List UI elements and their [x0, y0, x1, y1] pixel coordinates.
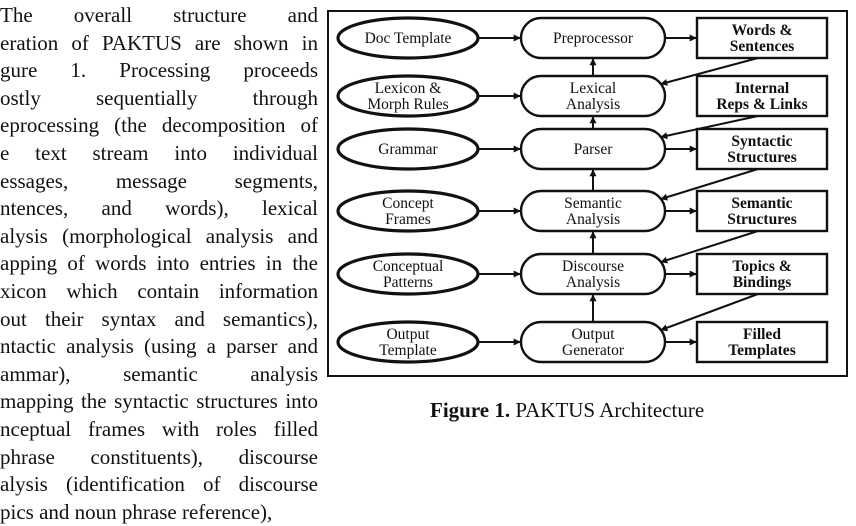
- node-discourse-analysis-label: Analysis: [565, 274, 621, 291]
- figure-caption-text: PAKTUS Architecture: [515, 398, 705, 422]
- node-filled-templates: [697, 322, 827, 362]
- node-semantic-structures-label: Semantic: [731, 195, 793, 212]
- node-output-template: [338, 322, 478, 362]
- node-lexicon: [338, 76, 478, 116]
- node-topics-bindings-label: Bindings: [732, 274, 792, 291]
- node-words-sentences: [697, 18, 827, 58]
- node-output-generator-label: Output: [571, 326, 615, 343]
- node-lexical-analysis: [521, 76, 665, 116]
- body-text-line: essages, message segments,: [0, 168, 318, 193]
- diagram-nodes: [338, 18, 827, 362]
- node-output-generator: [521, 322, 665, 362]
- node-parser-label: Parser: [573, 141, 613, 158]
- node-doc-template-label: Doc Template: [364, 30, 452, 47]
- body-text-line: mapping the syntactic structures into: [0, 389, 318, 414]
- node-internal-reps-label: Internal: [734, 80, 790, 97]
- node-lexicon-label: Lexicon &: [374, 80, 442, 97]
- node-lexical-analysis-label: Lexical: [569, 80, 617, 97]
- node-doc-template: [338, 18, 478, 58]
- node-syntactic-structures-label: Structures: [727, 149, 797, 166]
- node-preprocessor-label: Preprocessor: [552, 30, 634, 47]
- node-words-sentences-label: Sentences: [729, 38, 795, 55]
- node-filled-templates-label: Filled: [743, 326, 781, 343]
- node-internal-reps-label: Reps & Links: [716, 96, 808, 113]
- body-text-line: The overall structure and: [0, 3, 318, 27]
- node-concept-frames-label: Frames: [385, 211, 431, 228]
- body-text-column: [0, 2, 318, 526]
- node-words-sentences-label: Words &: [731, 22, 793, 39]
- node-output-template-label: Output: [386, 326, 430, 343]
- body-text-line: apping of words into entries in the: [0, 251, 318, 276]
- node-syntactic-structures: [697, 129, 827, 169]
- body-text-line: gure 1. Processing proceeds: [0, 58, 318, 83]
- node-semantic-structures: [697, 191, 827, 231]
- node-discourse-analysis: [521, 254, 665, 294]
- node-lexicon-label: Morph Rules: [367, 96, 449, 113]
- body-text-line: alysis (morphological analysis and: [0, 223, 318, 248]
- node-semantic-structures-label: Structures: [727, 211, 797, 228]
- figure-caption-label: Figure 1.: [430, 398, 511, 422]
- node-output-template-label: Template: [379, 342, 437, 359]
- body-text-line: out their syntax and semantics),: [0, 306, 318, 331]
- node-concept-frames: [338, 191, 478, 231]
- body-text-line: ntactic analysis (using a parser and: [0, 334, 318, 359]
- node-internal-reps: [697, 76, 827, 116]
- body-text-line: pics and noun phrase reference),: [0, 499, 273, 524]
- node-syntactic-structures-label: Syntactic: [731, 133, 793, 150]
- body-text-line: ntences, and words), lexical: [0, 196, 318, 221]
- node-conceptual-patterns-label: Conceptual: [372, 258, 444, 275]
- node-filled-templates-label: Templates: [728, 342, 796, 359]
- node-grammar: [338, 129, 478, 169]
- body-text-line: phrase constituents), discourse: [0, 444, 318, 469]
- architecture-diagram: [329, 12, 848, 377]
- node-conceptual-patterns: [338, 254, 478, 294]
- node-semantic-analysis: [521, 191, 665, 231]
- node-discourse-analysis-label: Discourse: [562, 258, 624, 275]
- node-lexical-analysis-label: Analysis: [565, 96, 621, 113]
- node-output-generator-label: Generator: [562, 342, 624, 359]
- node-topics-bindings: [697, 254, 827, 294]
- node-parser: [521, 129, 665, 169]
- node-topics-bindings-label: Topics &: [732, 258, 792, 275]
- node-concept-frames-label: Concept: [382, 195, 434, 212]
- figure-caption: [430, 398, 760, 423]
- figure-paktus-architecture: [327, 10, 848, 377]
- node-semantic-analysis-label: Semantic: [564, 195, 622, 212]
- node-preprocessor: [521, 18, 665, 58]
- body-text-line: xicon which contain information: [0, 278, 318, 303]
- node-grammar-label: Grammar: [378, 141, 438, 158]
- body-text-line: ostly sequentially through: [0, 85, 318, 110]
- body-text-line: e text stream into individual: [0, 140, 318, 165]
- body-text-line: eprocessing (the decomposition of: [0, 113, 318, 138]
- body-text-line: ammar), semantic analysis: [0, 361, 318, 386]
- node-semantic-analysis-label: Analysis: [565, 211, 621, 228]
- body-text-line: eration of PAKTUS are shown in: [0, 30, 318, 55]
- node-conceptual-patterns-label: Patterns: [383, 274, 433, 291]
- body-text-line: nceptual frames with roles filled: [0, 416, 318, 441]
- body-text-line: alysis (identification of discourse: [0, 472, 318, 497]
